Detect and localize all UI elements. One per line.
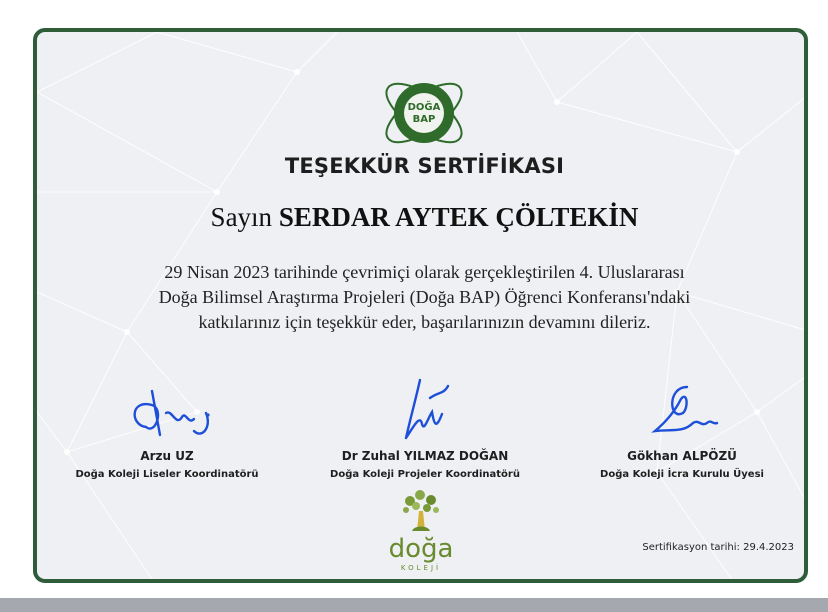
signatory-2 xyxy=(305,374,545,480)
signature-2 xyxy=(370,374,480,447)
signatory-2-role: Doğa Koleji Projeler Koordinatörü xyxy=(330,469,520,480)
signatory-1 xyxy=(47,377,287,480)
signatory-3-name: Gökhan ALPÖZÜ xyxy=(627,449,737,463)
signature-1 xyxy=(112,377,222,447)
doga-bap-logo xyxy=(377,66,471,160)
body-line-1: 29 Nisan 2023 tarihinde çevrimiçi olarak gerçekleştirilen 4. Uluslararası xyxy=(164,262,685,282)
signatory-3 xyxy=(562,377,802,480)
doga-koleji-logo xyxy=(381,489,461,572)
certificate-frame xyxy=(33,28,808,583)
logo-top-line2: BAP xyxy=(412,114,436,125)
recipient-name: SERDAR AYTEK ÇÖLTEKİN xyxy=(278,202,639,232)
tree-icon xyxy=(398,489,444,533)
body-line-3: katkılarınız için teşekkür eder, başarılarınızın devamını dileriz. xyxy=(198,312,651,332)
logo-word: doğa xyxy=(388,534,454,564)
certificate-body xyxy=(97,260,752,335)
logo-sub: KOLEJİ xyxy=(400,564,442,572)
certificate-title: TEŞEKKÜR SERTİFİKASI xyxy=(284,154,565,178)
signature-3 xyxy=(627,377,737,447)
signatory-1-role: Doğa Koleji Liseler Koordinatörü xyxy=(75,469,259,480)
body-line-2: Doğa Bilimsel Araştırma Projeleri (Doğa BAP) Öğrenci Konferansı'ndaki xyxy=(158,287,691,307)
salutation: Sayın xyxy=(210,202,273,232)
signatory-1-name: Arzu UZ xyxy=(140,449,194,463)
bottom-strip xyxy=(0,598,828,612)
signatory-2-name: Dr Zuhal YILMAZ DOĞAN xyxy=(341,449,509,463)
recipient-line xyxy=(37,202,808,233)
signatory-3-role: Doğa Koleji İcra Kurulu Üyesi xyxy=(600,469,764,480)
logo-top-line1: DOĞA xyxy=(407,102,441,113)
certification-date: Sertifikasyon tarihi: 29.4.2023 xyxy=(642,542,794,553)
